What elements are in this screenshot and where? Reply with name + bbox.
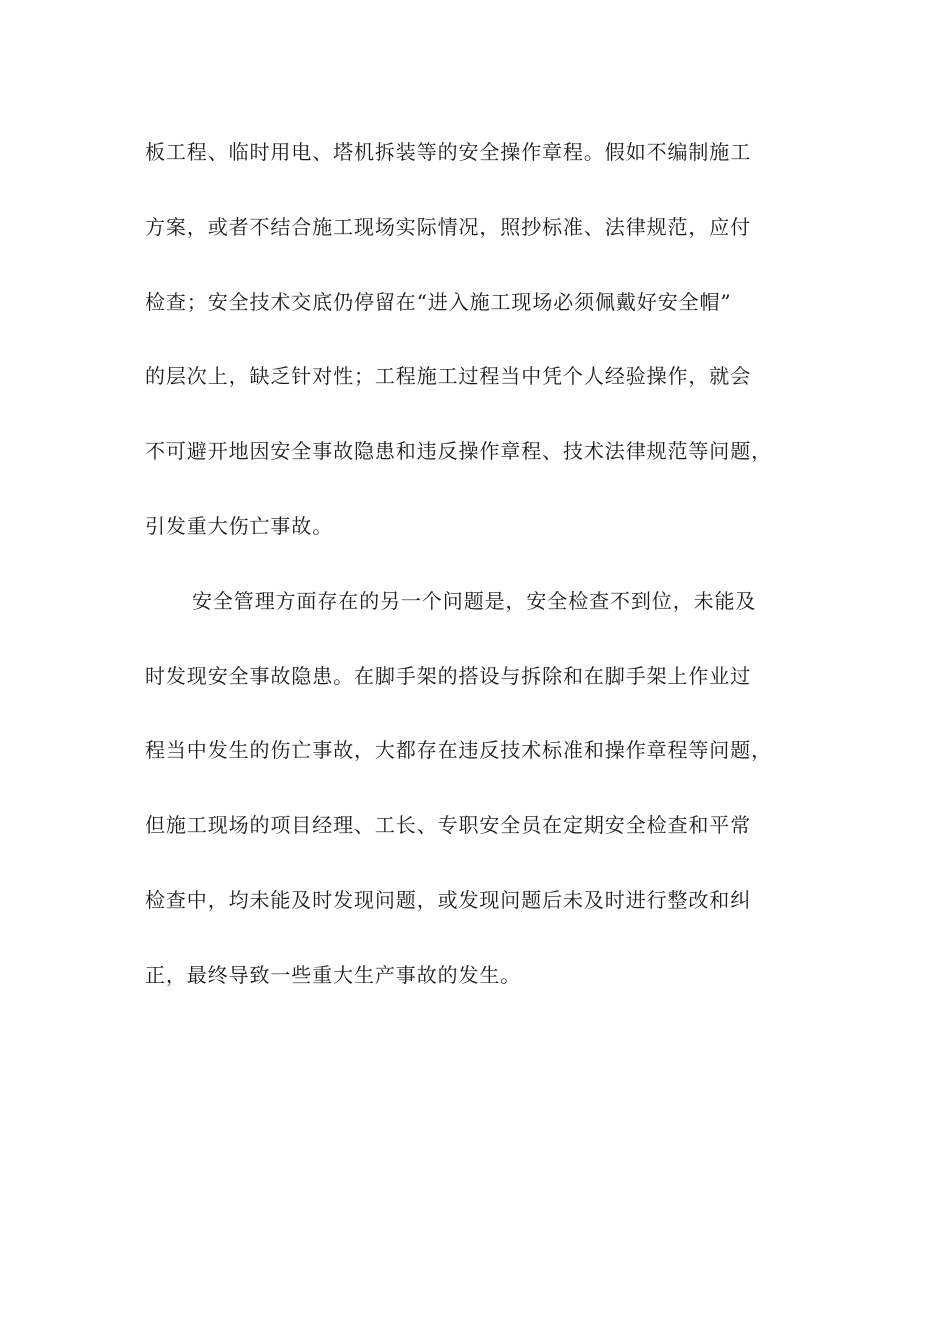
paragraph-2-line-3: 程当中发生的伤亡事故，大都存在违反技术标准和操作章程等问题， [145, 738, 772, 763]
document-body [145, 130, 825, 1028]
paragraph-2-line-6: 正，最终导致一些重大生产事故的发生。 [145, 962, 522, 987]
paragraph-1-line-4: 的层次上，缺乏针对性；工程施工过程当中凭个人经验操作，就会 [145, 364, 752, 389]
paragraph-1-line-3: 检查；安全技术交底仍停留在“进入施工现场必须佩戴好安全帽” [145, 289, 732, 314]
paragraph-1-line-2: 方案，或者不结合施工现场实际情况，照抄标准、法律规范，应付 [145, 214, 752, 239]
paragraph-1-line-1: 板工程、临时用电、塔机拆装等的安全操作章程。假如不编制施工 [145, 140, 752, 164]
paragraph-2-line-5: 检查中，均未能及时发现问题，或发现问题后未及时进行整改和纠 [145, 887, 752, 912]
paragraph-2-line-4: 但施工现场的项目经理、工长、专职安全员在定期安全检查和平常 [145, 813, 752, 838]
paragraph-2-line-2: 时发现安全事故隐患。在脚手架的搭设与拆除和在脚手架上作业过 [145, 663, 752, 688]
paragraph-2-line-1: 安全管理方面存在的另一个问题是，安全检查不到位，未能及 [192, 588, 757, 613]
paragraph-1-line-6: 引发重大伤亡事故。 [145, 513, 334, 538]
paragraph-1 [145, 130, 825, 579]
paragraph-1-line-5: 不可避开地因安全事故隐患和违反操作章程、技术法律规范等问题， [145, 439, 772, 464]
paragraph-2 [145, 579, 825, 1028]
